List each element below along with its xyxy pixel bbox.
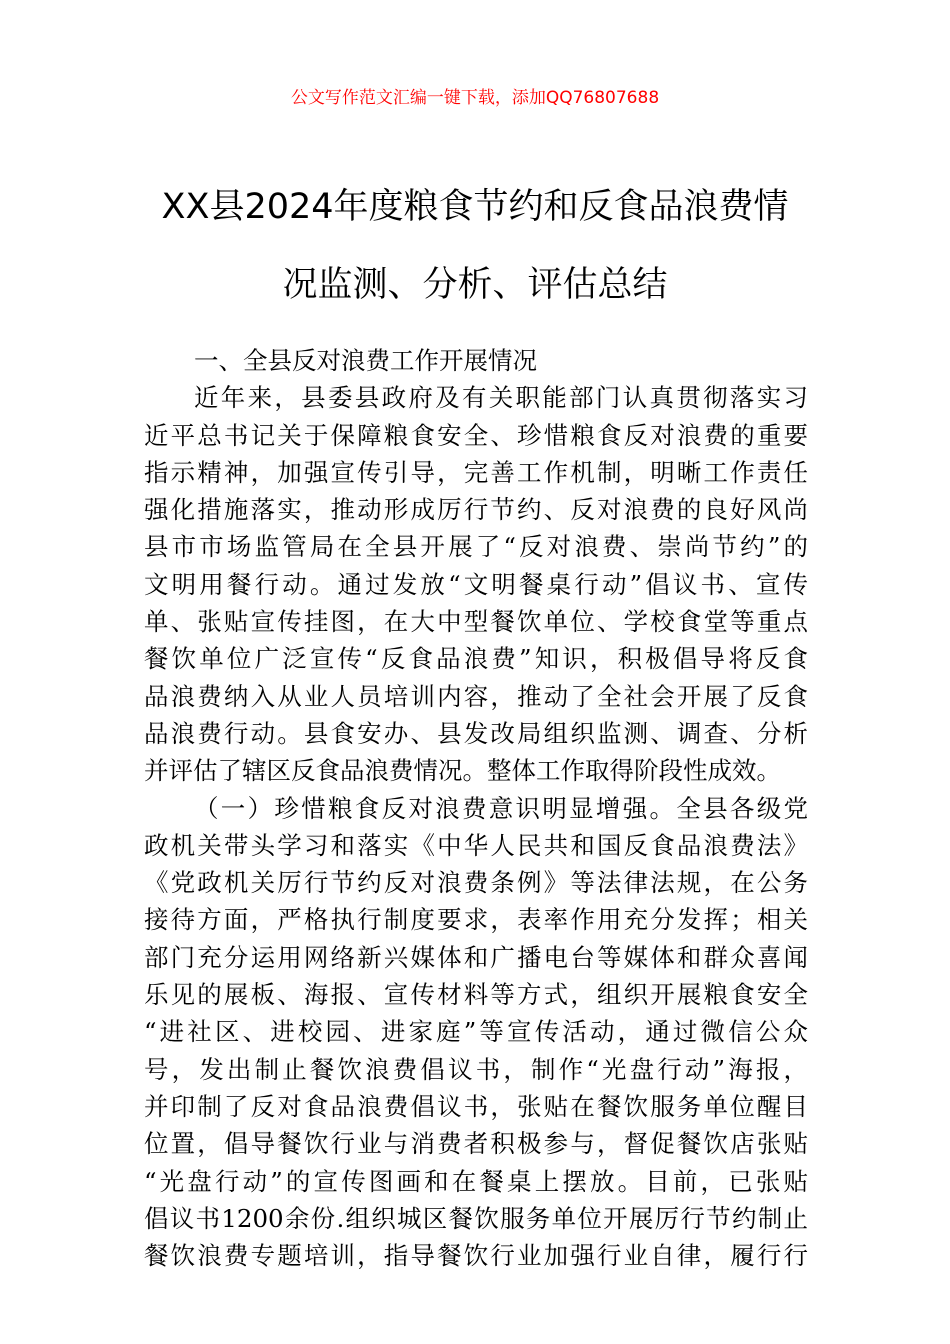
paragraph-1-line: 县市市场监管局在全县开展了“反对浪费、崇尚节约”的 bbox=[144, 532, 808, 562]
paragraph-1-line: 餐饮单位广泛宣传“反食品浪费”知识，积极倡导将反食 bbox=[144, 644, 808, 674]
document-body bbox=[144, 342, 808, 1274]
title-line-2: 况监测、分析、评估总结 bbox=[282, 265, 668, 305]
paragraph-2-line: 接待方面，严格执行制度要求，表率作用充分发挥；相关 bbox=[144, 905, 808, 935]
paragraph-1-line: 近平总书记关于保障粮食安全、珍惜粮食反对浪费的重要 bbox=[144, 420, 808, 450]
paragraph-2-line: 并印制了反对食品浪费倡议书，张贴在餐饮服务单位醒目 bbox=[144, 1091, 808, 1121]
paragraph-2-line: 《党政机关厉行节约反对浪费条例》等法律法规，在公务 bbox=[144, 868, 808, 898]
paragraph-2-line: 乐见的展板、海报、宣传材料等方式，组织开展粮食安全 bbox=[144, 980, 808, 1010]
document-title bbox=[100, 168, 850, 324]
paragraph-2-line: “进社区、进校园、进家庭”等宣传活动，通过微信公众 bbox=[144, 1017, 808, 1047]
paragraph-2-line: 倡议书1200余份.组织城区餐饮服务单位开展厉行节约制止 bbox=[144, 1203, 808, 1233]
title-line-1: XX县2024年度粮食节约和反食品浪费情 bbox=[161, 187, 789, 227]
paragraph-2-line: 号，发出制止餐饮浪费倡议书，制作“光盘行动”海报， bbox=[144, 1054, 808, 1084]
paragraph-2-line: 部门充分运用网络新兴媒体和广播电台等媒体和群众喜闻 bbox=[144, 942, 808, 972]
paragraph-1-line: 品浪费行动。县食安办、县发改局组织监测、调查、分析 bbox=[144, 718, 808, 748]
paragraph-2-line: 位置，倡导餐饮行业与消费者积极参与，督促餐饮店张贴 bbox=[144, 1129, 808, 1159]
header-download-note: 公文写作范文汇编一键下载，添加QQ76807688 bbox=[290, 88, 660, 108]
paragraph-1-line: 品浪费纳入从业人员培训内容，推动了全社会开展了反食 bbox=[144, 681, 808, 711]
paragraph-1-line: 强化措施落实，推动形成厉行节约、反对浪费的良好风尚 bbox=[144, 495, 808, 525]
paragraph-2-line: “光盘行动”的宣传图画和在餐桌上摆放。目前，已张贴 bbox=[144, 1166, 808, 1196]
paragraph-2-line: 餐饮浪费专题培训，指导餐饮行业加强行业自律，履行行 bbox=[144, 1241, 808, 1271]
paragraph-1-line: 文明用餐行动。通过发放“文明餐桌行动”倡议书、宣传 bbox=[144, 569, 808, 599]
paragraph-1-line: 近年来，县委县政府及有关职能部门认真贯彻落实习 bbox=[194, 383, 808, 413]
paragraph-2-line: （一）珍惜粮食反对浪费意识明显增强。全县各级党 bbox=[194, 793, 808, 823]
paragraph-1-line: 单、张贴宣传挂图，在大中型餐饮单位、学校食堂等重点 bbox=[144, 607, 808, 637]
paragraph-1-line: 并评估了辖区反食品浪费情况。整体工作取得阶段性成效。 bbox=[144, 756, 781, 786]
paragraph-2-line: 政机关带头学习和落实《中华人民共和国反食品浪费法》 bbox=[144, 830, 808, 860]
section-heading: 一、全县反对浪费工作开展情况 bbox=[194, 346, 537, 375]
paragraph-1-line: 指示精神，加强宣传引导，完善工作机制，明晰工作责任 bbox=[144, 457, 808, 487]
